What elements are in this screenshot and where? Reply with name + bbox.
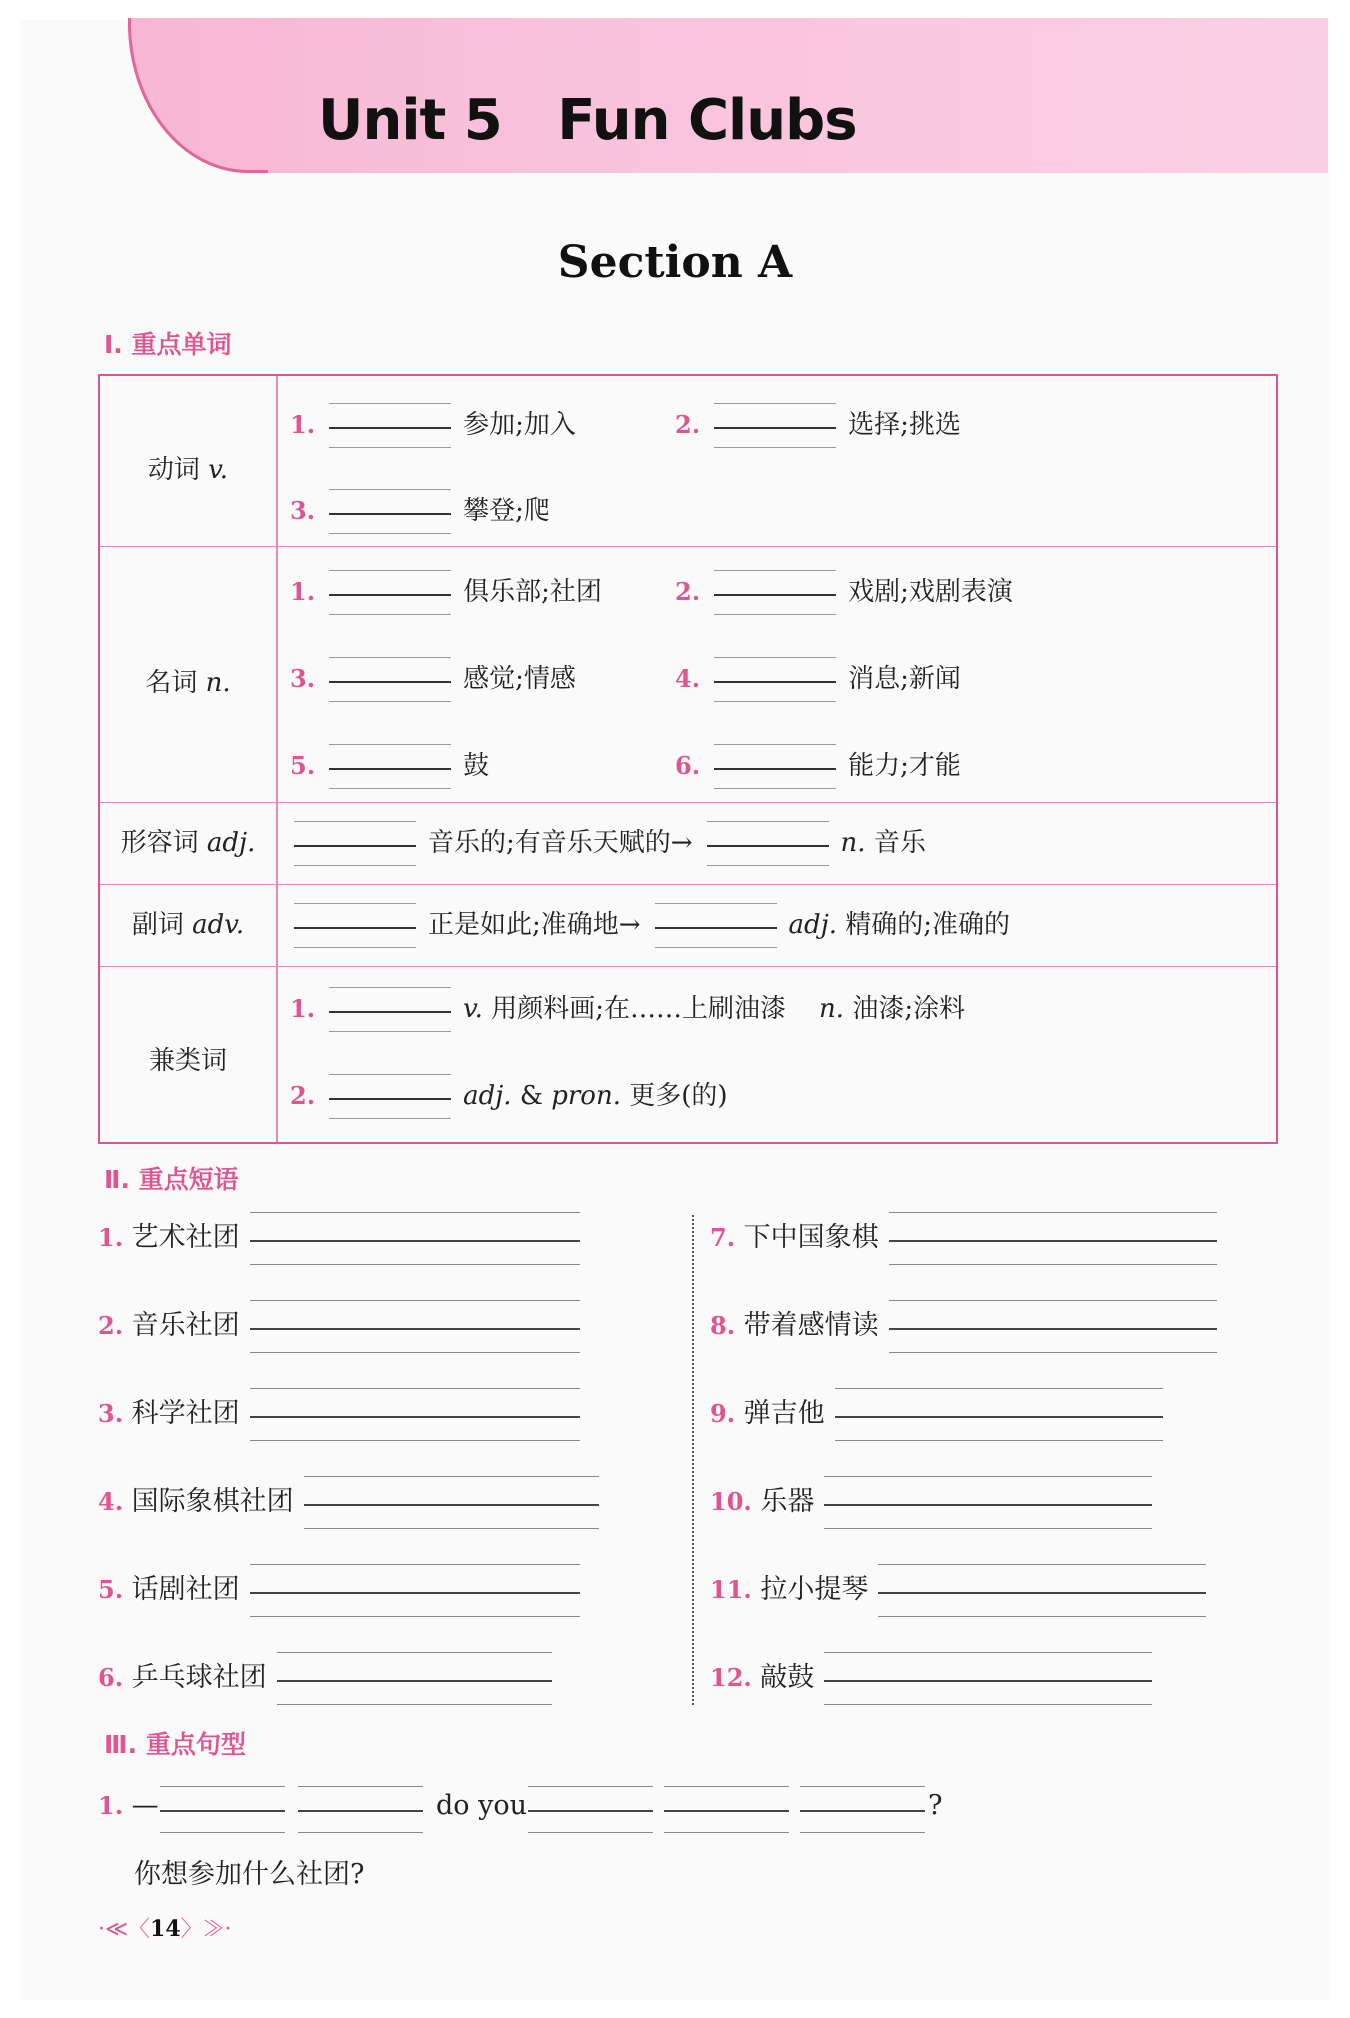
category-label: 名词 (145, 668, 198, 698)
unit-title: Unit 5 Fun Clubs (318, 88, 857, 153)
table-row-separator (100, 966, 1276, 967)
answer-line[interactable] (835, 1414, 1163, 1418)
pos-label: n. (205, 668, 231, 698)
phrase-item (710, 1479, 1152, 1518)
answer-line[interactable] (250, 1238, 580, 1242)
answer-blank[interactable] (294, 925, 416, 929)
part1-heading: Ⅰ. 重点单词 (104, 330, 232, 359)
page-deco-left: ·≪〈 (98, 1917, 151, 1942)
category-verb (100, 449, 276, 486)
page-number-text: 14 (150, 1916, 181, 1942)
vocab-item (290, 1075, 728, 1112)
phrase-text: 话剧社团 (131, 1574, 240, 1605)
item-number: 2. (675, 577, 701, 606)
vocab-item (675, 658, 961, 695)
item-meaning: 更多(的) (629, 1081, 728, 1111)
category-label: 副词 (131, 910, 184, 940)
dash: — (131, 1790, 159, 1821)
table-row-separator (100, 802, 1276, 803)
item-number: 8. (710, 1311, 736, 1340)
item-meaning: 精确的;准确的 (845, 910, 1011, 940)
answer-line[interactable] (889, 1238, 1217, 1242)
item-meaning: 鼓 (463, 751, 490, 781)
phrase-text: 下中国象棋 (743, 1222, 879, 1253)
answer-line[interactable] (298, 1808, 423, 1812)
part2-heading: Ⅱ. 重点短语 (104, 1165, 239, 1194)
answer-blank[interactable] (329, 679, 451, 683)
table-divider (276, 376, 278, 1142)
answer-blank[interactable] (714, 679, 836, 683)
category-noun (100, 662, 276, 699)
phrase-item (710, 1215, 1217, 1254)
answer-blank[interactable] (707, 843, 829, 847)
phrase-text: 敲鼓 (760, 1662, 815, 1693)
answer-blank[interactable] (655, 925, 777, 929)
item-number: 3. (290, 496, 316, 525)
phrase-text: 音乐社团 (131, 1310, 240, 1341)
phrase-item (710, 1655, 1152, 1694)
item-meaning: 音乐 (873, 828, 926, 858)
answer-line[interactable] (160, 1808, 285, 1812)
phrase-item (98, 1479, 599, 1518)
item-number: 5. (98, 1575, 124, 1604)
item-number: 6. (98, 1663, 124, 1692)
item-meaning: 油漆;涂料 (852, 994, 966, 1024)
answer-blank[interactable] (329, 1009, 451, 1013)
answer-line[interactable] (889, 1326, 1217, 1330)
answer-blank[interactable] (329, 1096, 451, 1100)
vocab-item (290, 658, 576, 695)
phrase-text: 国际象棋社团 (131, 1486, 294, 1517)
item-meaning: 选择;挑选 (848, 410, 961, 440)
answer-line[interactable] (250, 1414, 580, 1418)
item-meaning: 戏剧;戏剧表演 (848, 577, 1013, 607)
item-number: 3. (290, 664, 316, 693)
item-meaning: 俱乐部;社团 (463, 577, 602, 607)
phrase-item (98, 1567, 580, 1606)
item-meaning: 消息;新闻 (848, 664, 961, 694)
category-multi (100, 1040, 276, 1077)
vocab-item (280, 822, 926, 859)
pos-label: n. (840, 828, 866, 858)
vocab-item (290, 404, 576, 441)
answer-line[interactable] (800, 1808, 925, 1812)
vocab-item (280, 904, 1010, 941)
answer-blank[interactable] (714, 766, 836, 770)
pos-label: pron. (551, 1081, 621, 1111)
answer-line[interactable] (304, 1502, 599, 1506)
pos-label: v. (208, 455, 229, 485)
item-number: 11. (710, 1575, 752, 1604)
vocab-item (290, 571, 602, 608)
phrase-item (98, 1391, 580, 1430)
section-title: Section A (557, 237, 793, 288)
answer-blank[interactable] (329, 425, 451, 429)
item-number: 2. (98, 1311, 124, 1340)
item-number: 1. (290, 994, 316, 1023)
answer-line[interactable] (250, 1590, 580, 1594)
category-label: 动词 (147, 455, 200, 485)
item-number: 1. (290, 410, 316, 439)
phrase-text: 科学社团 (131, 1398, 240, 1429)
vocab-table (98, 374, 1278, 1144)
phrase-item (710, 1567, 1206, 1606)
item-number: 2. (290, 1081, 316, 1110)
phrase-text: 弹吉他 (743, 1398, 825, 1429)
pos-label: v. (463, 994, 483, 1024)
pos-label: adv. (192, 910, 245, 940)
answer-line[interactable] (878, 1590, 1206, 1594)
sentence-translation: 你想参加什么社团? (134, 1859, 365, 1890)
item-number: 5. (290, 751, 316, 780)
sentence-number (98, 1790, 159, 1821)
answer-line[interactable] (277, 1678, 552, 1682)
pos-label: adj. (788, 910, 838, 940)
answer-blank[interactable] (329, 592, 451, 596)
item-meaning: 参加;加入 (463, 410, 576, 440)
item-number: 3. (98, 1399, 124, 1428)
phrase-text: 艺术社团 (131, 1222, 240, 1253)
pos-label: n. (819, 994, 845, 1024)
answer-line[interactable] (824, 1678, 1152, 1682)
phrase-item (710, 1391, 1163, 1430)
phrase-item (98, 1215, 580, 1254)
category-adverb (100, 904, 276, 941)
item-meaning: 用颜料画;在……上刷油漆 (491, 994, 786, 1024)
category-label: 形容词 (120, 828, 199, 858)
page-deco-right: 〉≫· (180, 1917, 232, 1942)
item-number: 1. (98, 1791, 124, 1820)
category-adjective (100, 822, 276, 859)
item-meaning: 攀登;爬 (463, 496, 550, 526)
vocab-item (290, 490, 550, 527)
answer-line[interactable] (250, 1326, 580, 1330)
phrase-item (710, 1303, 1217, 1342)
item-number: 6. (675, 751, 701, 780)
phrase-item (98, 1655, 552, 1694)
pos-label: adj. (463, 1081, 512, 1111)
page-number (98, 1912, 232, 1943)
answer-line[interactable] (824, 1502, 1152, 1506)
vocab-item (675, 571, 1013, 608)
column-separator (692, 1215, 694, 1705)
vocab-item (675, 404, 961, 441)
ampersand: & (519, 1081, 543, 1111)
phrase-text: 乒乓球社团 (131, 1662, 267, 1693)
item-number: 7. (710, 1223, 736, 1252)
answer-blank[interactable] (714, 425, 836, 429)
sentence-text: do you (436, 1790, 528, 1821)
phrase-text: 乐器 (760, 1486, 815, 1517)
item-number: 10. (710, 1487, 752, 1516)
part3-heading: Ⅲ. 重点句型 (104, 1730, 246, 1759)
item-number: 1. (290, 577, 316, 606)
table-row-separator (100, 546, 1276, 547)
item-meaning: 正是如此;准确地→ (428, 910, 641, 940)
item-number: 4. (98, 1487, 124, 1516)
item-number: 9. (710, 1399, 736, 1428)
answer-blank[interactable] (329, 511, 451, 515)
vocab-item (675, 745, 961, 782)
item-number: 12. (710, 1663, 752, 1692)
question-mark: ? (928, 1790, 943, 1821)
answer-blank[interactable] (714, 592, 836, 596)
item-number: 4. (675, 664, 701, 693)
category-label: 兼类词 (148, 1046, 227, 1076)
vocab-item (290, 745, 489, 782)
phrase-item (98, 1303, 580, 1342)
item-meaning: 音乐的;有音乐天赋的→ (428, 828, 693, 858)
answer-line[interactable] (528, 1808, 653, 1812)
item-meaning: 能力;才能 (848, 751, 961, 781)
answer-line[interactable] (664, 1808, 789, 1812)
table-row-separator (100, 884, 1276, 885)
phrase-text: 拉小提琴 (760, 1574, 869, 1605)
vocab-item (290, 988, 965, 1025)
answer-blank[interactable] (294, 843, 416, 847)
phrase-text: 带着感情读 (743, 1310, 879, 1341)
pos-label: adj. (206, 828, 256, 858)
answer-blank[interactable] (329, 766, 451, 770)
item-meaning: 感觉;情感 (463, 664, 576, 694)
item-number: 1. (98, 1223, 124, 1252)
item-number: 2. (675, 410, 701, 439)
